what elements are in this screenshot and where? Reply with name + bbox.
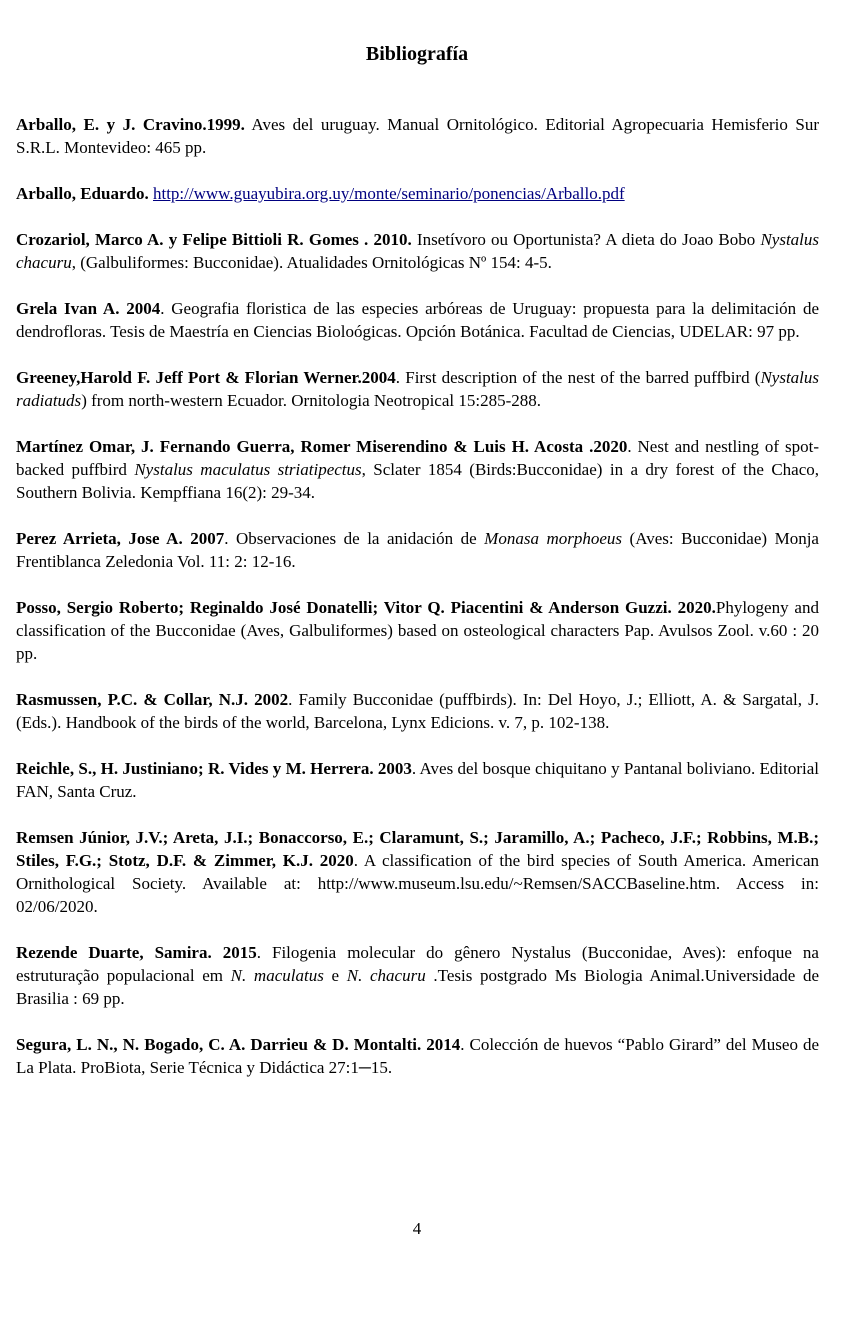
reference-text: e bbox=[323, 966, 347, 985]
reference-text: . A classification of the bird species of South America. American Ornithological Society. Available at: http://www.museum.lsu.edu/~Remsen/SACCBaseline.htm. Access in: 02/06/2020. bbox=[16, 851, 819, 916]
reference-text: . Colección de huevos “Pablo Girard” del Museo de La Plata. ProBiota, Serie Técnica y Didáctica 27:1─15. bbox=[16, 1035, 819, 1077]
reference-authors: Segura, L. N., N. Bogado, C. A. Darrieu & D. Montalti. 2014 bbox=[16, 1035, 461, 1054]
reference-text: . Aves del bosque chiquitano y Pantanal boliviano. Editorial FAN, Santa Cruz. bbox=[16, 759, 819, 801]
reference-authors: Posso, Sergio Roberto; Reginaldo José Donatelli; Vitor Q. Piacentini & Anderson Guzzi. 2020. bbox=[16, 598, 716, 617]
reference-text: , (Galbuliformes: Bucconidae). Atualidades Ornitológicas Nº 154: 4-5. bbox=[71, 253, 552, 272]
reference-martinez-2020 bbox=[16, 435, 819, 504]
reference-reichle-2003 bbox=[16, 757, 819, 803]
reference-species-italic: Nystalus maculatus striatipectus bbox=[134, 460, 362, 479]
reference-text: . Filogenia molecular do gênero Nystalus (Bucconidae, Aves): enfoque na estruturação populacional em bbox=[16, 943, 819, 985]
reference-species-italic: N. maculatus bbox=[230, 966, 324, 985]
page-title: Bibliografía bbox=[365, 43, 469, 65]
reference-authors: Grela Ivan A. 2004 bbox=[16, 299, 161, 318]
reference-text: .Tesis postgrado Ms Biologia Animal.Universidade de Brasilia : 69 pp. bbox=[16, 966, 820, 1008]
reference-url-link[interactable]: http://www.guayubira.org.uy/monte/seminario/ponencias/Arballo.pdf bbox=[152, 184, 625, 203]
reference-text: , Sclater 1854 (Birds:Bucconidae) in a dry forest of the Chaco, Southern Bolivia. Kempffiana 16(2): 29-34. bbox=[16, 460, 819, 502]
reference-text: (Aves: Bucconidae) Monja Frentiblanca Zeledonia Vol. 11: 2: 12-16. bbox=[16, 529, 819, 571]
reference-greeney-2004 bbox=[16, 366, 819, 412]
reference-remsen-2020 bbox=[16, 826, 819, 918]
reference-authors: Martínez Omar, J. Fernando Guerra, Romer Miserendino & Luis H. Acosta .2020 bbox=[16, 437, 628, 456]
reference-rezende-2015 bbox=[16, 941, 819, 1010]
reference-text: Insetívoro ou Oportunista? A dieta do Joao Bobo bbox=[411, 230, 761, 249]
reference-text: Aves del uruguay. Manual Ornitológico. Editorial Agropecuaria Hemisferio Sur S.R.L. Montevideo: 465 pp. bbox=[16, 115, 820, 157]
reference-text: ) from north-western Ecuador. Ornitologia Neotropical 15:285-288. bbox=[81, 391, 542, 410]
bibliography-list bbox=[16, 113, 819, 1102]
page-number: 4 bbox=[412, 1219, 422, 1238]
reference-authors: Arballo, Eduardo. bbox=[16, 184, 153, 203]
reference-grela-2004 bbox=[16, 297, 819, 343]
reference-text: . First description of the nest of the barred puffbird ( bbox=[395, 368, 761, 387]
reference-authors: Rezende Duarte, Samira. 2015 bbox=[16, 943, 257, 962]
reference-text: . Family Bucconidae (puffbirds). In: Del Hoyo, J.; Elliott, A. & Sargatal, J. (Eds.). Handbook of the birds of the world, Barcelona, Lynx Edicions. v. 7, p. 102-138. bbox=[16, 690, 819, 732]
reference-species-italic: N. chacuru bbox=[346, 966, 426, 985]
reference-authors: Arballo, E. y J. Cravino.1999. bbox=[16, 115, 245, 134]
reference-species-italic: Nystalus radiatuds bbox=[16, 368, 820, 410]
reference-authors: Remsen Júnior, J.V.; Areta, J.I.; Bonaccorso, E.; Claramunt, S.; Jaramillo, A.; Pacheco, J.F.; Robbins, M.B.; Stiles, F.G.; Stotz, D.F. & Zimmer, K.J. 2020 bbox=[16, 828, 819, 870]
reference-authors: Rasmussen, P.C. & Collar, N.J. 2002 bbox=[16, 690, 289, 709]
reference-crozariol-2010 bbox=[16, 228, 819, 274]
reference-authors: Perez Arrieta, Jose A. 2007 bbox=[16, 529, 225, 548]
reference-text: . Nest and nestling of spot-backed puffbird bbox=[16, 437, 819, 479]
reference-rasmussen-2002 bbox=[16, 688, 819, 734]
reference-segura-2014 bbox=[16, 1033, 819, 1079]
reference-species-italic: Monasa morphoeus bbox=[484, 529, 623, 548]
reference-arballo-link bbox=[16, 182, 819, 205]
reference-authors: Crozariol, Marco A. y Felipe Bittioli R. Gomes . 2010. bbox=[16, 230, 412, 249]
reference-arballo-1999 bbox=[16, 113, 819, 159]
reference-authors: Greeney,Harold F. Jeff Port & Florian Werner.2004 bbox=[16, 368, 396, 387]
reference-authors: Reichle, S., H. Justiniano; R. Vides y M. Herrera. 2003 bbox=[16, 759, 412, 778]
reference-posso-2020 bbox=[16, 596, 819, 665]
reference-text: . Geografia floristica de las especies arbóreas de Uruguay: propuesta para la delimitación de dendrofloras. Tesis de Maestría en Ciencias Bioloógicas. Opción Botánica. Facultad de Ciencias, UDELAR: 97 pp. bbox=[16, 299, 820, 341]
reference-perez-2007 bbox=[16, 527, 819, 573]
reference-species-italic: Nystalus chacuru bbox=[16, 230, 819, 272]
reference-text: Phylogeny and classification of the Bucconidae (Aves, Galbuliformes) based on osteological characters Pap. Avulsos Zool. v.60 : 20 pp. bbox=[16, 598, 819, 663]
reference-text: . Observaciones de la anidación de bbox=[224, 529, 485, 548]
